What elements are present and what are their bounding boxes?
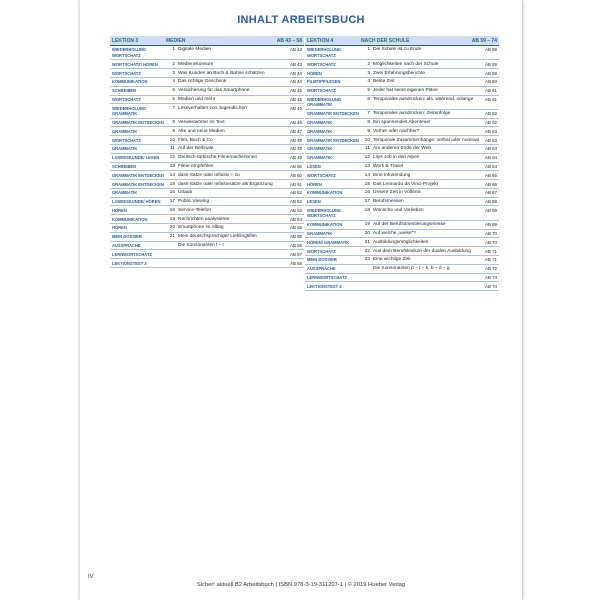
exercise-number: 22 [364,248,370,254]
section-category: HÖREN [112,225,127,231]
workbook-page: AB 62 [485,120,497,126]
toc-row [110,180,304,189]
exercise-title: Mediennkonsum [178,61,214,67]
workbook-page: AB 59 [485,70,497,76]
workbook-page: AB 56 [290,242,302,248]
workbook-page: AB 65 [485,172,497,178]
section-category: WIEDERHOLUNG WORTSCHATZ [307,207,342,219]
exercise-number: 18 [364,207,370,213]
workbook-page: AB 69 [485,222,497,228]
toc-row [305,221,499,230]
exercise-number: 23 [364,257,370,263]
toc-row [305,96,499,110]
exercise-title: Eine wichtige Zeit [373,257,411,263]
workbook-page: AB 64 [485,155,497,161]
exercise-number: 20 [364,231,370,237]
exercise-title: Zwei Erfahrungsberichte [373,70,425,76]
section-category: HÖREN [307,181,322,187]
exercise-title: Wünsche und Vorlieben [373,207,424,213]
section-category: AUSSPRACHE [112,242,141,248]
section-category: WORTSCHATZ [307,172,336,178]
exercise-number: 19 [364,222,370,228]
section-category: LESEN [307,199,321,205]
section-category: FILMTIPP/LESEN [307,79,341,85]
exercise-number: 7 [172,105,175,111]
exercise-number: 8 [367,120,370,126]
exercise-title: Möglichkeiten nach der Schule [373,61,439,67]
exercise-number: 11 [170,146,175,152]
workbook-page: AB 47 [290,128,302,134]
exercise-title: Temporales ausdrücken: als, während, solange [373,96,474,102]
section-category: WORTSCHATZ [307,248,336,254]
toc-row [110,119,304,128]
exercise-number: 2 [172,61,175,67]
workbook-page: AB 46 [290,120,302,126]
exercise-title: Ausbildungsmöglichkeiten [373,239,429,245]
exercise-title: Was Kunden an Buch & Bahne schätzen [178,70,265,76]
toc-row [110,233,304,242]
exercise-number: 13 [169,163,175,169]
exercise-title: Temporale Zusammenhänge: verbal oder nominal [373,137,479,143]
section-category: SCHREIBEN [112,163,137,169]
toc-row [305,189,499,198]
workbook-page: AB 43 [290,61,302,67]
exercise-number: 21 [169,234,175,240]
exercise-number: 7 [367,111,370,117]
exercise-number: 20 [169,225,175,231]
workbook-page: AB 48 [290,137,302,143]
exercise-title: Auf der Berlinale [178,146,214,152]
section-category: KOMMUNIKATION [112,79,148,85]
exercise-number: 9 [172,128,175,134]
section-category: WORTSCHATZ/ HÖREN [112,61,158,67]
section-category: WIEDERHOLUNG WORTSCHATZ [112,47,147,58]
section-category: GRAMMATIK [112,190,138,196]
toc-row [305,230,499,239]
exercise-title: Lilys Job in den Alpen [373,155,420,161]
toc-row [305,78,499,87]
section-category: MEIN DOSSIER [112,234,142,240]
toc-row [305,256,499,265]
toc-column-right [305,36,499,291]
workbook-page: AB 46 [290,105,302,111]
section-category: LEKTIONSTEST 4 [307,283,342,289]
exercise-number: 3 [367,70,370,76]
toc-column-left [110,36,304,268]
toc-row [305,163,499,172]
workbook-page: AB 51 [290,181,302,187]
exercise-title: Leseverhalten von Jugendlichen [178,105,247,111]
workbook-page: AB 61 [485,88,497,94]
section-category: WIEDERHOLUNG GRAMMATIK [307,96,342,108]
exercise-title: Public Viewing [178,199,210,205]
workbook-page: AB 71 [485,257,497,263]
exercise-title: dass-Sätze oder Infinitiv + zu [178,172,240,178]
toc-row [110,46,304,60]
exercise-title: Die Schule ist zu Ende [373,47,422,53]
exercise-number: 19 [169,216,175,222]
toc-row [110,206,304,215]
workbook-page: AB 45 [290,96,302,102]
exercise-title: Ein spannendes Abenteuer [373,120,431,126]
exercise-title: Verweiswörter im Text [178,120,225,126]
exercise-number: 4 [172,79,175,85]
exercise-title: Digitale Medien [178,47,212,53]
section-category: GRAMMATIK ENTDECKEN [307,137,359,143]
workbook-page: AB 44 [290,70,302,76]
lesson-theme: MEDIEN [166,37,186,44]
workbook-page: AB 45 [290,88,302,94]
exercise-number: 21 [364,239,370,245]
toc-row [305,206,499,220]
page-number: IV [88,574,94,580]
workbook-page: AB 61 [485,96,497,102]
exercise-number: 2 [367,61,370,67]
toc-row [305,180,499,189]
section-category: LANDESKUNDE/ HÖREN [112,199,161,205]
exercise-number: 14 [364,172,370,178]
exercise-title: Aus dem Berufslexikon der dualen Ausbildung [373,248,471,254]
exercise-title: Nachrichten analysieren [178,216,230,222]
exercise-title: dass-Sätze oder Infinitivsätze als Ergänzung [178,181,273,187]
exercise-title: Mein deutschsprachiger Lieblingsfilm [178,234,257,240]
toc-row [305,46,499,60]
exercise-number: 17 [169,199,175,205]
workbook-page: AB 59 [485,61,497,67]
exercise-title: Work & Travel [373,163,404,169]
section-category: GRAMMATIK ENTDECKEN [112,172,164,178]
exercise-title: Temporales ausdrücken: Zeitenfolge [373,111,451,117]
workbook-page: AB 70 [485,239,497,245]
lesson-page-range: AB 43 – 58 [276,37,302,44]
toc-rows [305,46,499,291]
toc-row [305,127,499,136]
section-category: WIEDERHOLUNG GRAMMATIK [112,105,147,117]
page-footer: Sicher! aktuell B2 Arbeitsbuch | ISBN 978-3-19-311207-1 | © 2019 Hueber Verlag [196,582,406,588]
toc-row [110,215,304,224]
workbook-page: AB 67 [485,190,497,196]
workbook-page: AB 73 [485,274,497,280]
toc-row [110,96,304,105]
exercise-number: 1 [367,47,370,53]
workbook-page: AB 60 [485,79,497,85]
toc-row [110,78,304,87]
section-category: HÖREN [112,207,127,213]
exercise-title: Urlaub [178,190,193,196]
section-category: KOMMUNIKATION [112,216,148,222]
toc-row [305,110,499,119]
section-category: KOMMUNIKATION [307,222,343,228]
workbook-page: AB 48 [290,146,302,152]
exercise-title: Film, Buch & Co [178,137,213,143]
toc-row [305,274,499,283]
toc-row [305,198,499,207]
exercise-number: 16 [169,190,175,196]
exercise-number: 6 [172,96,175,102]
section-category: LANDESKUNDE/ LESEN [112,155,160,161]
toc-rows [110,46,304,268]
exercise-title: Jeder hat seine eigenen Pläne [373,88,438,94]
page-title: INHALT ARBEITSBUCH [237,14,365,26]
exercise-title: Auf der Berufsorientierungsmesse [373,222,446,228]
workbook-page: AB 58 [290,260,302,266]
toc-row [110,224,304,233]
lesson-header [305,36,499,46]
section-category: GRAMMATIK [307,231,333,237]
exercise-title: Berufsmessen [373,199,404,205]
section-category: GRAMMATIK [307,146,333,152]
workbook-page: AB 57 [290,251,302,257]
exercise-number: 15 [169,181,175,187]
toc-row [305,145,499,154]
exercise-title: Die Konsonanten l – r [178,242,225,248]
workbook-page: AB 49 [290,155,302,161]
toc-row [110,60,304,69]
section-category: LESEN [307,163,321,169]
section-category: KOMMUNIKATION [307,190,343,196]
exercise-title: Versicherung für das Smartphone [178,88,250,94]
exercise-number: 17 [364,199,370,205]
exercise-number: 9 [367,128,370,134]
lesson-header [110,36,304,46]
toc-row [305,282,499,291]
toc-row [305,171,499,180]
workbook-page: AB 68 [485,199,497,205]
exercise-number: 11 [365,146,370,152]
section-category: LEKTIONSTEST 3 [112,260,147,266]
toc-row [110,242,304,251]
exercise-title: Smartphone im Alltag [178,225,224,231]
toc-row [110,127,304,136]
toc-row [110,189,304,198]
exercise-number: 15 [364,181,370,187]
section-category: GRAMMATIK [307,155,333,161]
workbook-page: AB 52 [290,190,302,196]
toc-row [110,87,304,96]
workbook-page: AB 50 [290,172,302,178]
exercise-title: Medien und mehr [178,96,216,102]
toc-row [305,247,499,256]
section-category: SCHREIBEN [112,88,137,94]
workbook-page: AB 64 [485,163,497,169]
workbook-page: AB 63 [485,137,497,143]
exercise-title: Unsere Zeit in Volterra [373,190,421,196]
exercise-number: 5 [367,88,370,94]
workbook-page: AB 64 [485,146,497,152]
exercise-number: 10 [364,137,370,143]
exercise-number: 4 [367,79,370,85]
workbook-page: AB 53 [290,207,302,213]
section-category: GRAMMATIK [307,128,333,134]
workbook-page: AB 69 [485,207,497,213]
exercise-title: Deutsch-türkische Filmemacherinnen [178,155,258,161]
toc-row [305,87,499,96]
toc-row [110,104,304,118]
toc-row [110,259,304,268]
section-category: GRAMMATIK ENTDECKEN [307,111,359,117]
document-page [80,0,522,600]
toc-row [110,163,304,172]
section-category: WORTSCHATZ [112,137,141,143]
exercise-title: Filme empfehlen [178,163,214,169]
workbook-page: AB 44 [290,79,302,85]
lesson-page-range: AB 59 – 74 [471,37,497,44]
toc-row [305,119,499,128]
workbook-page: AB 72 [485,266,497,272]
toc-row [305,154,499,163]
toc-row [305,265,499,274]
lesson-number: LEKTION 4 [307,37,334,44]
workbook-page: AB 71 [485,248,497,254]
exercise-number: 8 [172,120,175,126]
toc-row [305,136,499,145]
section-category: GRAMMATIK [112,146,138,152]
exercise-number: 12 [364,155,370,161]
section-category: WORTSCHATZ [112,70,141,76]
section-category: HÖREN/ GRAMMATIK [307,239,350,245]
exercise-title: Beste Zeit [373,79,395,85]
section-category: WORTSCHATZ [307,61,336,67]
toc-row [110,69,304,78]
section-category: LERNWORTSCHATZ [112,251,152,257]
exercise-number: 10 [169,137,175,143]
exercise-number: 1 [172,47,175,53]
workbook-page: AB 43 [290,47,302,53]
exercise-number: 3 [172,70,175,76]
toc-row [305,60,499,69]
section-category: GRAMMATIK ENTDECKEN [112,181,164,187]
workbook-page: AB 66 [485,181,497,187]
workbook-page: AB 63 [485,128,497,134]
toc-row [305,69,499,78]
exercise-title: Alte und neue Medien [178,128,225,134]
section-category: WORTSCHATZ [307,88,336,94]
exercise-number: 16 [364,190,370,196]
exercise-title: Das Leonardo da Vinci-Projekt [373,181,438,187]
lesson-number: LEKTION 3 [112,37,139,44]
toc-row [110,171,304,180]
toc-row [110,198,304,207]
workbook-page: AB 74 [485,283,497,289]
exercise-number: 12 [169,155,175,161]
exercise-number: 5 [172,88,175,94]
toc-row [110,250,304,259]
workbook-page: AB 55 [290,234,302,240]
section-category: HÖREN [307,70,322,76]
workbook-page: AB 55 [290,225,302,231]
workbook-page: AB 50 [290,163,302,169]
exercise-title: Auf welche „weise“? [373,231,416,237]
toc-row [110,136,304,145]
workbook-page: AB 70 [485,231,497,237]
exercise-title: Das richtige Geschenk [178,79,227,85]
section-category: GRAMMATIK [112,128,138,134]
exercise-title: Eine Infosendung [373,172,411,178]
workbook-page: AB 59 [485,47,497,53]
exercise-number: 6 [367,96,370,102]
toc-row [305,238,499,247]
exercise-number: 18 [169,207,175,213]
section-category: GRAMMATIK ENTDECKEN [112,120,164,126]
exercise-title: Am anderen Ende der Welt [373,146,431,152]
section-category: MEIN DOSSIER [307,257,337,263]
toc-row [110,154,304,163]
section-category: GRAMMATIK [307,120,333,126]
toc-row [110,145,304,154]
exercise-title: Die Konsonanten p – t – k, b – d – g [373,266,450,272]
exercise-number: 13 [364,163,370,169]
exercise-title: Service-Telefon [178,207,212,213]
exercise-title: Vorher oder nachher? [373,128,420,134]
workbook-page: AB 52 [290,199,302,205]
workbook-page: AB 54 [290,216,302,222]
section-category: AUSSPRACHE [307,266,336,272]
section-category: WIEDERHOLUNG WORTSCHATZ [307,47,342,58]
exercise-number: 14 [169,172,175,178]
lesson-theme: NACH DER SCHULE [361,37,410,44]
workbook-page: AB 62 [485,111,497,117]
section-category: LERNWORTSCHATZ [307,274,347,280]
section-category: WORTSCHATZ [112,96,141,102]
